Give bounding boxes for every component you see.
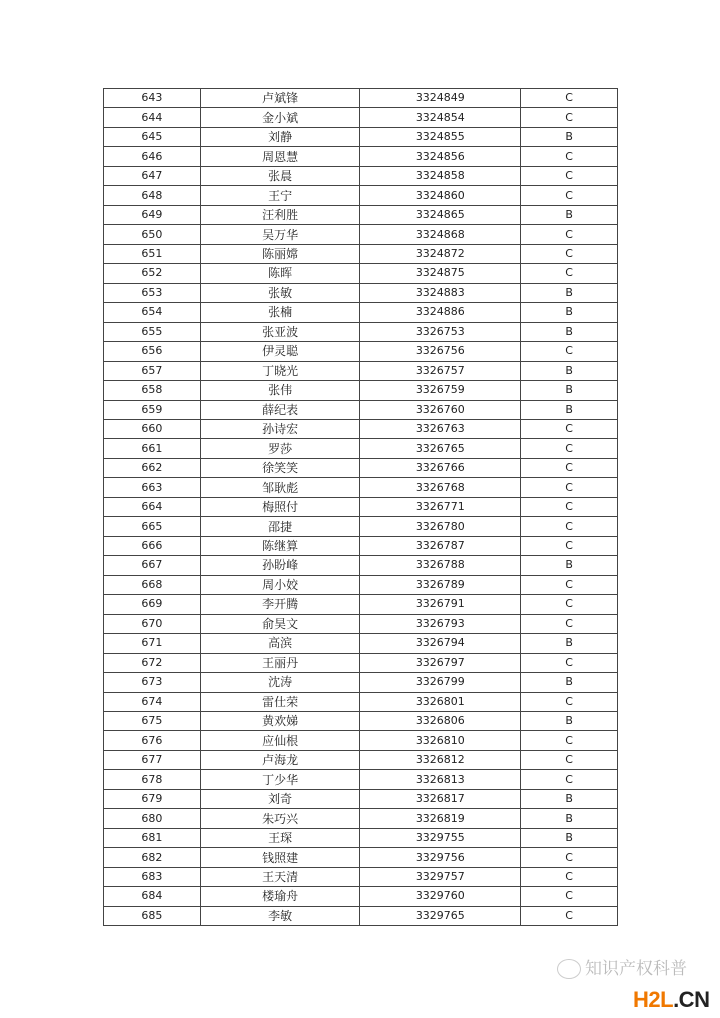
name-cell: 丁少华 — [200, 770, 360, 789]
row-number-cell: 676 — [104, 731, 201, 750]
name-cell: 梅照付 — [200, 497, 360, 516]
name-cell: 汪利胜 — [200, 205, 360, 224]
table-row — [104, 166, 618, 185]
id-number-cell: 3326801 — [360, 692, 521, 711]
name-cell: 卢斌锋 — [200, 89, 360, 108]
row-number-cell: 650 — [104, 225, 201, 244]
grade-cell: B — [521, 303, 618, 322]
table-row — [104, 283, 618, 302]
grade-cell: C — [521, 147, 618, 166]
table-row — [104, 400, 618, 419]
name-cell: 刘静 — [200, 127, 360, 146]
row-number-cell: 666 — [104, 536, 201, 555]
name-cell: 张楠 — [200, 303, 360, 322]
table-row — [104, 322, 618, 341]
name-cell: 钱照建 — [200, 848, 360, 867]
name-cell: 楼瑜舟 — [200, 887, 360, 906]
table-row — [104, 673, 618, 692]
table-row — [104, 828, 618, 847]
table-row — [104, 264, 618, 283]
name-cell: 王丽丹 — [200, 653, 360, 672]
site-logo — [633, 987, 709, 1013]
grade-cell: C — [521, 264, 618, 283]
row-number-cell: 658 — [104, 381, 201, 400]
row-number-cell: 653 — [104, 283, 201, 302]
row-number-cell: 643 — [104, 89, 201, 108]
grade-cell: C — [521, 419, 618, 438]
name-cell: 张晨 — [200, 166, 360, 185]
logo-part2: .CN — [673, 987, 710, 1012]
row-number-cell: 661 — [104, 439, 201, 458]
id-number-cell: 3326793 — [360, 614, 521, 633]
row-number-cell: 655 — [104, 322, 201, 341]
grade-cell: B — [521, 634, 618, 653]
table-row — [104, 205, 618, 224]
table-row — [104, 478, 618, 497]
name-cell: 王宁 — [200, 186, 360, 205]
grade-cell: C — [521, 750, 618, 769]
grade-cell: C — [521, 517, 618, 536]
row-number-cell: 671 — [104, 634, 201, 653]
id-number-cell: 3326763 — [360, 419, 521, 438]
table-row — [104, 536, 618, 555]
id-number-cell: 3324883 — [360, 283, 521, 302]
row-number-cell: 684 — [104, 887, 201, 906]
row-number-cell: 681 — [104, 828, 201, 847]
id-number-cell: 3324872 — [360, 244, 521, 263]
name-cell: 张敏 — [200, 283, 360, 302]
name-cell: 俞昊文 — [200, 614, 360, 633]
table-row — [104, 342, 618, 361]
id-number-cell: 3324868 — [360, 225, 521, 244]
row-number-cell: 647 — [104, 166, 201, 185]
table-row — [104, 906, 618, 925]
grade-cell: C — [521, 186, 618, 205]
name-cell: 张亚波 — [200, 322, 360, 341]
table-row — [104, 186, 618, 205]
grade-cell: C — [521, 906, 618, 925]
row-number-cell: 652 — [104, 264, 201, 283]
row-number-cell: 664 — [104, 497, 201, 516]
row-number-cell: 656 — [104, 342, 201, 361]
id-number-cell: 3326797 — [360, 653, 521, 672]
name-cell: 李敏 — [200, 906, 360, 925]
row-number-cell: 663 — [104, 478, 201, 497]
table-row — [104, 692, 618, 711]
table-row — [104, 556, 618, 575]
grade-cell: C — [521, 595, 618, 614]
id-number-cell: 3326766 — [360, 458, 521, 477]
grade-cell: C — [521, 770, 618, 789]
name-cell: 张伟 — [200, 381, 360, 400]
row-number-cell: 646 — [104, 147, 201, 166]
name-cell: 薛纪表 — [200, 400, 360, 419]
name-cell: 应仙根 — [200, 731, 360, 750]
name-cell: 周小姣 — [200, 575, 360, 594]
grade-cell: C — [521, 653, 618, 672]
grade-cell: C — [521, 108, 618, 127]
id-number-cell: 3329755 — [360, 828, 521, 847]
id-number-cell: 3326794 — [360, 634, 521, 653]
id-number-cell: 3326787 — [360, 536, 521, 555]
grade-cell: B — [521, 400, 618, 419]
name-cell: 徐笑笑 — [200, 458, 360, 477]
grade-cell: B — [521, 809, 618, 828]
table-row — [104, 770, 618, 789]
id-number-cell: 3324860 — [360, 186, 521, 205]
row-number-cell: 678 — [104, 770, 201, 789]
name-cell: 陈继算 — [200, 536, 360, 555]
table-row — [104, 887, 618, 906]
grade-cell: B — [521, 322, 618, 341]
name-cell: 金小斌 — [200, 108, 360, 127]
table-row — [104, 634, 618, 653]
table-row — [104, 381, 618, 400]
row-number-cell: 665 — [104, 517, 201, 536]
id-number-cell: 3326771 — [360, 497, 521, 516]
grade-cell: C — [521, 166, 618, 185]
id-number-cell: 3326789 — [360, 575, 521, 594]
grade-cell: C — [521, 89, 618, 108]
table-row — [104, 361, 618, 380]
id-number-cell: 3324854 — [360, 108, 521, 127]
table-row — [104, 147, 618, 166]
id-number-cell: 3326753 — [360, 322, 521, 341]
id-number-cell: 3329756 — [360, 848, 521, 867]
id-number-cell: 3324886 — [360, 303, 521, 322]
id-number-cell: 3324858 — [360, 166, 521, 185]
id-number-cell: 3326756 — [360, 342, 521, 361]
table-row — [104, 809, 618, 828]
row-number-cell: 660 — [104, 419, 201, 438]
name-cell: 陈丽嫦 — [200, 244, 360, 263]
table-row — [104, 848, 618, 867]
row-number-cell: 657 — [104, 361, 201, 380]
id-number-cell: 3324849 — [360, 89, 521, 108]
id-number-cell: 3326819 — [360, 809, 521, 828]
grade-cell: B — [521, 361, 618, 380]
row-number-cell: 680 — [104, 809, 201, 828]
watermark — [557, 958, 687, 980]
name-cell: 王琛 — [200, 828, 360, 847]
table-row — [104, 225, 618, 244]
grade-cell: C — [521, 867, 618, 886]
row-number-cell: 662 — [104, 458, 201, 477]
table-row — [104, 303, 618, 322]
table-row — [104, 497, 618, 516]
row-number-cell: 654 — [104, 303, 201, 322]
id-number-cell: 3326765 — [360, 439, 521, 458]
id-number-cell: 3326806 — [360, 712, 521, 731]
table-row — [104, 614, 618, 633]
grade-cell: C — [521, 497, 618, 516]
name-cell: 李开腾 — [200, 595, 360, 614]
name-cell: 王天清 — [200, 867, 360, 886]
row-number-cell: 670 — [104, 614, 201, 633]
grade-cell: B — [521, 712, 618, 731]
id-number-cell: 3329757 — [360, 867, 521, 886]
name-cell: 吴万华 — [200, 225, 360, 244]
id-number-cell: 3326812 — [360, 750, 521, 769]
name-cell: 雷仕荣 — [200, 692, 360, 711]
name-cell: 朱巧兴 — [200, 809, 360, 828]
grade-cell: B — [521, 828, 618, 847]
watermark-text: 知识产权科普 — [585, 959, 687, 979]
row-number-cell: 677 — [104, 750, 201, 769]
id-number-cell: 3326757 — [360, 361, 521, 380]
table-row — [104, 712, 618, 731]
row-number-cell: 675 — [104, 712, 201, 731]
name-cell: 沈涛 — [200, 673, 360, 692]
table-row — [104, 653, 618, 672]
id-number-cell: 3326817 — [360, 789, 521, 808]
grade-cell: C — [521, 342, 618, 361]
table-row — [104, 731, 618, 750]
name-cell: 孙诗宏 — [200, 419, 360, 438]
name-cell: 黄欢娣 — [200, 712, 360, 731]
table-row — [104, 789, 618, 808]
table-row — [104, 458, 618, 477]
grade-cell: C — [521, 887, 618, 906]
name-cell: 陈晖 — [200, 264, 360, 283]
grade-cell: C — [521, 244, 618, 263]
id-number-cell: 3329765 — [360, 906, 521, 925]
table-row — [104, 517, 618, 536]
row-number-cell: 685 — [104, 906, 201, 925]
grade-cell: C — [521, 614, 618, 633]
id-number-cell: 3324856 — [360, 147, 521, 166]
name-cell: 卢海龙 — [200, 750, 360, 769]
id-number-cell: 3326810 — [360, 731, 521, 750]
id-number-cell: 3326791 — [360, 595, 521, 614]
table-row — [104, 419, 618, 438]
grade-cell: C — [521, 458, 618, 477]
table-row — [104, 108, 618, 127]
table-row — [104, 867, 618, 886]
grade-cell: B — [521, 673, 618, 692]
row-number-cell: 649 — [104, 205, 201, 224]
id-number-cell: 3326760 — [360, 400, 521, 419]
grade-cell: C — [521, 692, 618, 711]
id-number-cell: 3326768 — [360, 478, 521, 497]
table-row — [104, 595, 618, 614]
id-number-cell: 3326813 — [360, 770, 521, 789]
id-number-cell: 3326759 — [360, 381, 521, 400]
grade-cell: B — [521, 789, 618, 808]
name-cell: 丁晓光 — [200, 361, 360, 380]
grade-cell: B — [521, 205, 618, 224]
table-row — [104, 750, 618, 769]
row-number-cell: 673 — [104, 673, 201, 692]
grade-cell: B — [521, 283, 618, 302]
name-cell: 高滨 — [200, 634, 360, 653]
grade-cell: C — [521, 536, 618, 555]
id-number-cell: 3324875 — [360, 264, 521, 283]
table-row — [104, 439, 618, 458]
name-cell: 邹耿彪 — [200, 478, 360, 497]
row-number-cell: 651 — [104, 244, 201, 263]
name-cell: 周恩慧 — [200, 147, 360, 166]
grade-cell: C — [521, 478, 618, 497]
name-cell: 邵捷 — [200, 517, 360, 536]
name-cell: 伊灵聪 — [200, 342, 360, 361]
row-number-cell: 648 — [104, 186, 201, 205]
row-number-cell: 667 — [104, 556, 201, 575]
logo-part1: H2L — [633, 987, 674, 1012]
grade-cell: C — [521, 439, 618, 458]
row-number-cell: 669 — [104, 595, 201, 614]
grade-cell: B — [521, 556, 618, 575]
id-number-cell: 3324865 — [360, 205, 521, 224]
row-number-cell: 674 — [104, 692, 201, 711]
table-row — [104, 244, 618, 263]
name-cell: 刘奇 — [200, 789, 360, 808]
name-cell: 罗莎 — [200, 439, 360, 458]
id-number-cell: 3324855 — [360, 127, 521, 146]
grade-cell: B — [521, 381, 618, 400]
grade-cell: C — [521, 225, 618, 244]
row-number-cell: 668 — [104, 575, 201, 594]
wechat-icon — [557, 959, 581, 979]
id-number-cell: 3326788 — [360, 556, 521, 575]
row-number-cell: 679 — [104, 789, 201, 808]
row-number-cell: 672 — [104, 653, 201, 672]
grade-cell: C — [521, 575, 618, 594]
results-table — [103, 88, 618, 926]
row-number-cell: 645 — [104, 127, 201, 146]
table-row — [104, 127, 618, 146]
table-row — [104, 89, 618, 108]
id-number-cell: 3326799 — [360, 673, 521, 692]
table-row — [104, 575, 618, 594]
row-number-cell: 659 — [104, 400, 201, 419]
row-number-cell: 683 — [104, 867, 201, 886]
grade-cell: C — [521, 848, 618, 867]
name-cell: 孙盼峰 — [200, 556, 360, 575]
id-number-cell: 3326780 — [360, 517, 521, 536]
row-number-cell: 682 — [104, 848, 201, 867]
row-number-cell: 644 — [104, 108, 201, 127]
grade-cell: C — [521, 731, 618, 750]
id-number-cell: 3329760 — [360, 887, 521, 906]
grade-cell: B — [521, 127, 618, 146]
